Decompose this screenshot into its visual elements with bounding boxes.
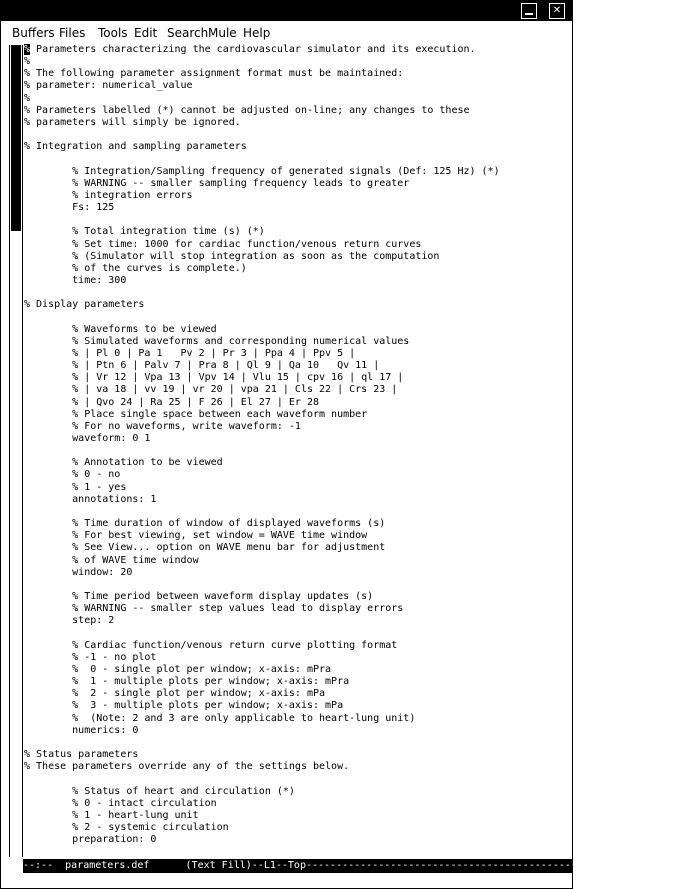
text-line: % Display parameters — [24, 299, 145, 311]
text-line: % (Note: 2 and 3 are only applicable to heart-lung unit) — [24, 712, 416, 724]
buffer-lines — [24, 56, 569, 846]
text-line: % Total integration time (s) (*) — [24, 226, 265, 238]
text-line: waveform: 0 1 — [24, 433, 151, 444]
text-line: % Parameters labelled (*) cannot be adjusted on-line; any changes to these — [24, 104, 470, 116]
first-line-text: Parameters characterizing the cardiovascular simulator and its execution. — [30, 44, 476, 55]
text-line — [24, 129, 569, 141]
menu-edit[interactable]: Edit — [134, 26, 158, 40]
text-line: time: 300 — [24, 274, 127, 286]
text-line: Fs: 125 — [24, 202, 115, 214]
text-line: % integration errors — [24, 189, 193, 201]
text-line: % -1 - no plot — [24, 651, 157, 663]
text-line: % 2 - systemic circulation — [24, 822, 229, 833]
menu-buffers[interactable]: Buffers — [12, 26, 55, 40]
text-line: % parameter: numerical_value — [24, 80, 193, 92]
text-line: % Place single space between each waveform number — [24, 408, 368, 420]
text-line: annotations: 1 — [24, 493, 157, 505]
text-line: % Waveforms to be viewed — [24, 323, 217, 335]
text-line: % Time period between waveform display updates (s) — [24, 591, 374, 603]
menu-tools[interactable]: Tools — [98, 26, 128, 40]
text-line — [24, 445, 569, 457]
text-line: % 0 - no — [24, 469, 121, 481]
text-line: window: 20 — [24, 566, 133, 578]
text-line — [24, 506, 569, 518]
menu-mule[interactable]: Mule — [208, 26, 237, 40]
text-line: % 1 - heart-lung unit — [24, 809, 199, 821]
text-line: % Integration/Sampling frequency of generated signals (Def: 125 Hz) (*) — [24, 165, 500, 177]
text-line: % of the curves is complete.) — [24, 262, 247, 274]
text-line — [24, 214, 569, 226]
text-line: numerics: 0 — [24, 724, 139, 736]
text-line: % 0 - single plot per window; x-axis: mPra — [24, 663, 332, 675]
text-line: % of WAVE time window — [24, 554, 199, 566]
text-line: % Status of heart and circulation (*) — [24, 785, 295, 797]
close-icon[interactable]: ✕ — [549, 3, 565, 19]
text-line — [24, 773, 569, 785]
text-line — [24, 287, 569, 299]
text-line: % | Ptn 6 | Palv 7 | Pra 8 | Ql 9 | Qa 10 Qv 11 | — [24, 360, 380, 372]
text-line: % (Simulator will stop integration as soon as the computation — [24, 250, 440, 262]
mode-line: --:-- parameters.def (Text Fill)--L1--Top-------------------------------------------------------------- — [23, 860, 679, 871]
text-line: % 3 - multiple plots per window; x-axis: mPa — [24, 700, 344, 712]
text-line: % Status parameters — [24, 749, 139, 761]
text-line — [24, 153, 569, 165]
text-line: % Time duration of window of displayed waveforms (s) — [24, 518, 386, 530]
text-line: step: 2 — [24, 615, 115, 627]
text-line: % — [24, 56, 31, 68]
text-line: % For no waveforms, write waveform: -1 — [24, 420, 301, 432]
vertical-scrollbar[interactable] — [9, 45, 23, 857]
text-line: % See View... option on WAVE menu bar for adjustment — [24, 542, 386, 554]
text-line: % The following parameter assignment format must be maintained: — [24, 68, 404, 80]
text-line: % For best viewing, set window = WAVE time window — [24, 530, 368, 542]
minibuffer[interactable] — [23, 874, 572, 887]
text-line: % WARNING -- smaller step values lead to display errors — [24, 603, 404, 615]
text-line: % Cardiac function/venous return curve plotting format — [24, 639, 398, 651]
text-line: % Set time: 1000 for cardiac function/venous return curves — [24, 238, 422, 250]
menu-help[interactable]: Help — [243, 26, 271, 40]
text-line: % | Vr 12 | Vpa 13 | Vpv 14 | Vlu 15 | cpv 16 | ql 17 | — [24, 372, 404, 384]
text-line: % Integration and sampling parameters — [24, 141, 247, 153]
text-line — [24, 628, 569, 640]
menu-bar — [1, 22, 572, 42]
text-line: % WARNING -- smaller sampling frequency leads to greater — [24, 177, 410, 189]
text-line: % These parameters override any of the settings below. — [24, 761, 350, 773]
text-cursor: % — [24, 44, 31, 55]
text-line — [24, 311, 569, 323]
text-line: % Annotation to be viewed — [24, 457, 223, 469]
text-line — [24, 44, 569, 56]
title-bar[interactable] — [1, 1, 572, 21]
text-line: % 1 - yes — [24, 481, 127, 493]
text-line: preparation: 0 — [24, 834, 157, 846]
menu-files[interactable]: Files — [59, 26, 86, 40]
minimize-icon[interactable] — [521, 3, 537, 19]
text-line: % Simulated waveforms and corresponding numerical values — [24, 335, 410, 347]
text-line: % 2 - single plot per window; x-axis: mPa — [24, 688, 326, 700]
menu-search[interactable]: Search — [167, 26, 209, 40]
text-line — [24, 579, 569, 591]
text-line: % | Qvo 24 | Ra 25 | F 26 | El 27 | Er 28 — [24, 396, 320, 408]
text-line — [24, 737, 569, 749]
text-line: % — [24, 92, 31, 104]
text-line: % 0 - intact circulation — [24, 797, 217, 809]
text-line: % 1 - multiple plots per window; x-axis: mPra — [24, 676, 350, 688]
text-line: % | Pl 0 | Pa 1 Pv 2 | Pr 3 | Ppa 4 | Ppv 5 | — [24, 347, 356, 359]
scrollbar-thumb[interactable] — [11, 45, 21, 231]
text-line: % parameters will simply be ignored. — [24, 116, 241, 128]
editor-text-area[interactable] — [24, 44, 569, 858]
text-line: % | va 18 | vv 19 | vr 20 | vpa 21 | Cls 22 | Crs 23 | — [24, 384, 398, 396]
